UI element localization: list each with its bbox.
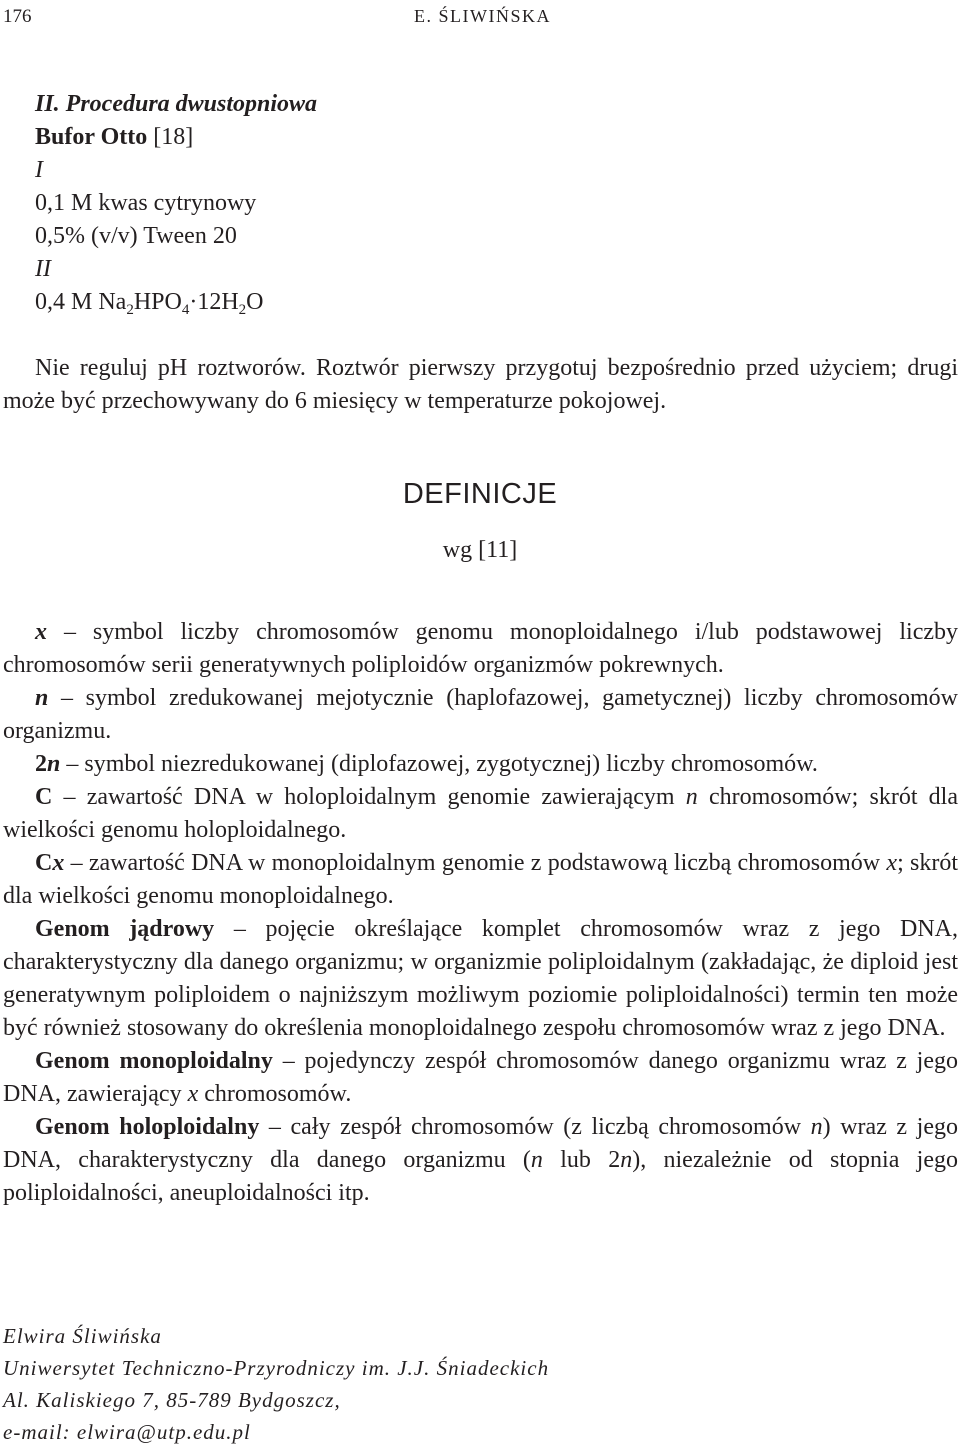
definition-term: C bbox=[35, 784, 53, 810]
definition-genom-holoploidalny bbox=[3, 1111, 958, 1210]
formula-subscript: 4 bbox=[181, 302, 190, 318]
definition-variable: x bbox=[886, 850, 898, 876]
definition-variable: n bbox=[620, 1147, 633, 1173]
definition-text: – zawartość DNA w holoploidalnym genomie zawierającym bbox=[52, 784, 686, 810]
definition-text: – symbol niezredukowanej (diplofazowej, zygotycznej) liczby chromosomów. bbox=[60, 751, 818, 777]
definition-term: Genom monoploidalny bbox=[35, 1048, 273, 1074]
procedure-note: Nie reguluj pH roztworów. Roztwór pierwszy przygotuj bezpośrednio przed użyciem; drugi może być przechowywany do 6 miesięcy w temperaturze pokojowej. bbox=[3, 355, 958, 414]
definition-text: ) wraz z jego DNA, charakterystyczny dla danego organizmu ( bbox=[3, 1114, 959, 1173]
author-institution: Uniwersytet Techniczno-Przyrodniczy im. J.J. Śniadeckich bbox=[3, 1356, 550, 1380]
author-address: Al. Kaliskiego 7, 85-789 Bydgoszcz, bbox=[3, 1388, 341, 1412]
formula-part: O bbox=[246, 289, 264, 315]
definition-variable: n bbox=[685, 784, 698, 810]
definition-term: 2 bbox=[35, 751, 47, 777]
solution-one-label: I bbox=[35, 157, 43, 183]
definition-term: n bbox=[35, 685, 49, 711]
definition-x bbox=[3, 616, 958, 682]
procedure-block bbox=[35, 88, 317, 319]
solution-two-label: II bbox=[35, 256, 51, 282]
author-name: Elwira Śliwińska bbox=[3, 1324, 162, 1348]
author-email: e-mail: elwira@utp.edu.pl bbox=[3, 1420, 251, 1444]
definition-2n bbox=[3, 748, 958, 781]
formula-part: 0,4 M Na bbox=[35, 289, 127, 315]
page-number: 176 bbox=[3, 6, 32, 27]
solution-one-line-1: 0,1 M kwas cytrynowy bbox=[35, 190, 257, 216]
definition-term: x bbox=[35, 619, 47, 645]
definition-genom-jadrowy bbox=[3, 913, 958, 1045]
definition-term: Genom holoploidalny bbox=[35, 1114, 260, 1140]
definition-term: Genom jądrowy bbox=[35, 916, 215, 942]
solution-two-formula bbox=[35, 286, 317, 319]
definition-n bbox=[3, 682, 958, 748]
definition-text: – zawartość DNA w monoploidalnym genomie z podstawową liczbą chromosomów bbox=[64, 850, 887, 876]
definition-text: – pojedynczy zespół chromosomów danego organizmu wraz z jego DNA, zawierający bbox=[3, 1048, 958, 1107]
definition-text: – cały zespół chromosomów (z liczbą chromosomów bbox=[259, 1114, 811, 1140]
definition-text: chromosomów. bbox=[198, 1081, 352, 1107]
definition-variable: n bbox=[530, 1147, 543, 1173]
definition-term: C bbox=[35, 850, 53, 876]
definition-text: – symbol zredukowanej mejotycznie (haplofazowej, gametycznej) liczby chromosomów organizmu. bbox=[3, 685, 958, 744]
definition-text: chromosomów; skrót dla wielkości genomu holoploidalnego. bbox=[3, 784, 959, 843]
formula-subscript: 2 bbox=[126, 302, 134, 318]
buffer-name: Bufor Otto bbox=[35, 124, 148, 150]
definition-cx bbox=[3, 847, 958, 913]
buffer-reference: [18] bbox=[153, 124, 194, 150]
definitions-source: wg [11] bbox=[442, 537, 518, 563]
definition-c bbox=[3, 781, 958, 847]
definition-term: x bbox=[52, 850, 65, 876]
page-header bbox=[0, 2, 960, 32]
definition-variable: n bbox=[810, 1114, 823, 1140]
definition-text: – pojęcie określające komplet chromosomów wraz z jego DNA, charakterystyczny dla danego organizmu; w organizmie poliploidalnym (zakładając, że diploid jest generatywnym poliploidem o najniższym możliwym poziomie poliploidalności) termin ten może być również stosowany do określenia monoploidalnego zespołu chromosomów wraz z jego DNA. bbox=[3, 916, 958, 1041]
formula-part: HPO bbox=[133, 289, 182, 315]
definitions-list bbox=[3, 616, 958, 1210]
definition-text: ; skrót dla wielkości genomu monoploidalnego. bbox=[3, 850, 958, 909]
buffer-line bbox=[35, 121, 317, 154]
definition-genom-monoploidalny bbox=[3, 1045, 958, 1111]
definition-variable: x bbox=[187, 1081, 199, 1107]
definition-text: lub 2 bbox=[542, 1147, 621, 1173]
formula-subscript: 2 bbox=[238, 302, 247, 318]
procedure-title: II. Procedura dwustopniowa bbox=[35, 91, 318, 117]
formula-part: ·12H bbox=[189, 289, 239, 315]
running-head: E. ŚLIWIŃSKA bbox=[414, 6, 551, 26]
definition-text: ), niezależnie od stopnia jego poliploidalności, aneuploidalności itp. bbox=[3, 1147, 959, 1206]
solution-one-line-2: 0,5% (v/v) Tween 20 bbox=[35, 223, 237, 249]
definition-term: n bbox=[47, 751, 61, 777]
definitions-heading: DEFINICJE bbox=[402, 478, 558, 510]
definition-text: – symbol liczby chromosomów genomu monoploidalnego i/lub podstawowej liczby chromosomów serii generatywnych poliploidów organizmów pokrewnych. bbox=[3, 619, 958, 678]
author-footer bbox=[3, 1320, 549, 1448]
